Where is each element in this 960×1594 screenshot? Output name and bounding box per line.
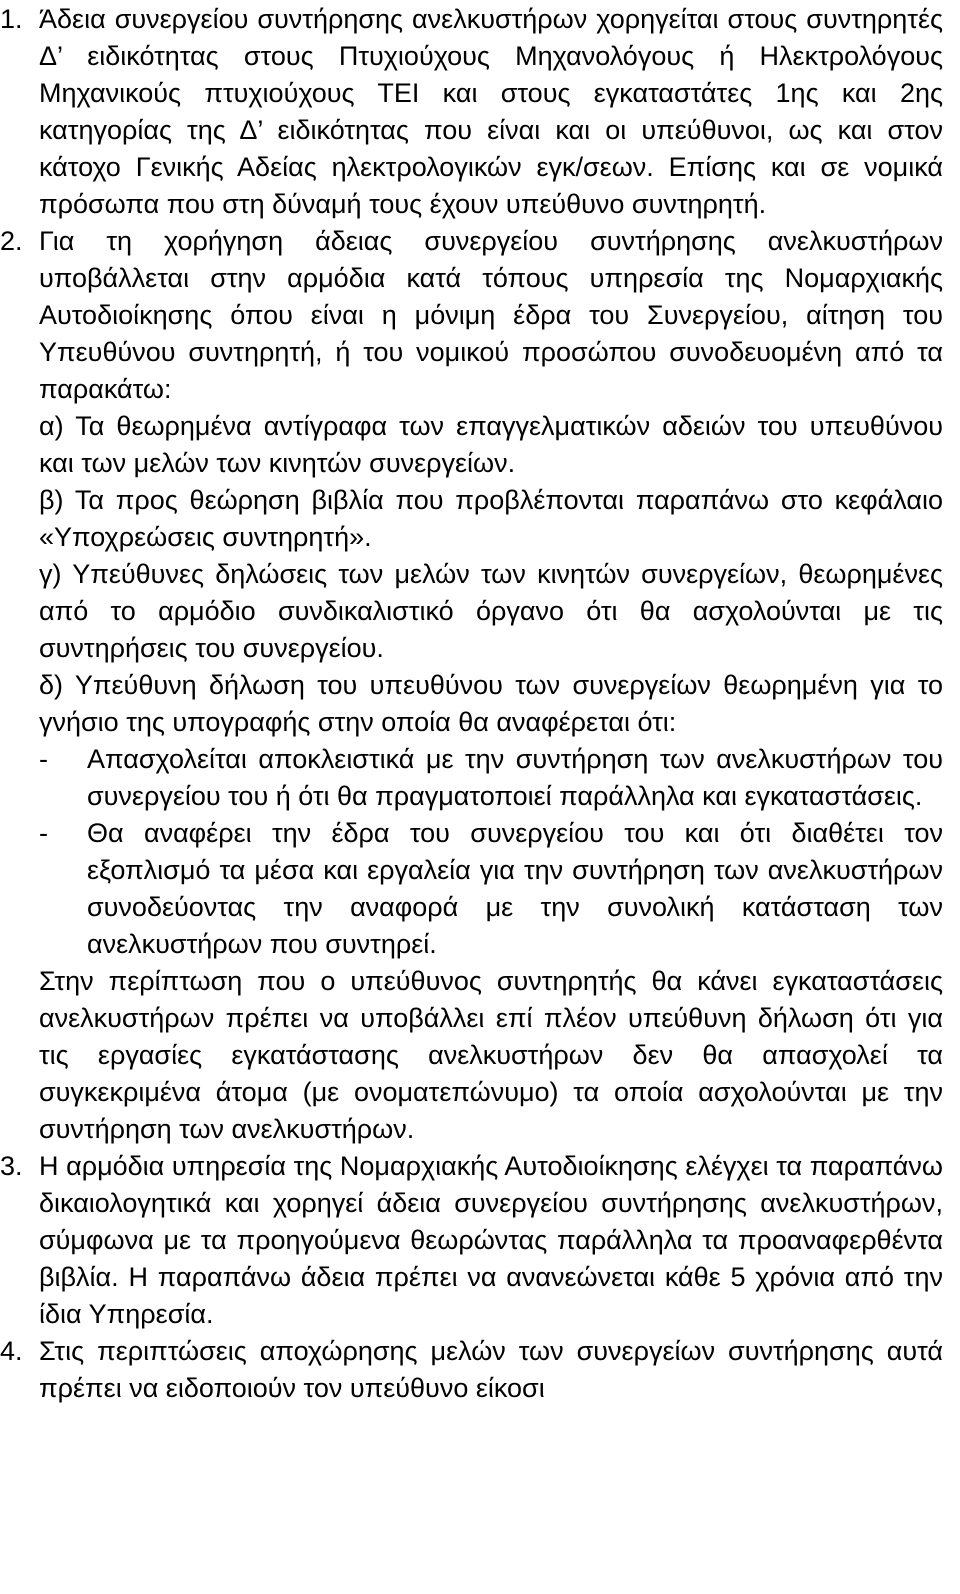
section-2-intro: Για τη χορήγηση άδειας συνεργείου συντήρησης ανελκυστήρων υποβάλλεται στην αρμόδια κατά τόπους υπηρεσία της Νομαρχιακής Αυτοδιοίκησης όπου είναι η μόνιμη έδρα του Συνεργείου, αίτηση του Υπευθύνου συντηρητή, ή του νομικού προσώπου συνοδευομένη από τα παρακάτω:	[39, 226, 943, 404]
section-number: 4.	[0, 1336, 23, 1366]
section-4-text: Στις περιπτώσεις αποχώρησης μελών των συνεργείων συντήρησης αυτά πρέπει να ειδοποιούν τον υπεύθυνο είκοσι	[39, 1336, 943, 1403]
subitem-b: β) Τα προς θεώρηση βιβλία που προβλέπονται παραπάνω στο κεφάλαιο «Υποχρεώσεις συντηρητή».	[39, 485, 943, 552]
document-page	[0, 1, 960, 1594]
dash-bullet: -	[39, 818, 48, 848]
section-4	[0, 1333, 943, 1407]
section-number: 2.	[0, 226, 23, 256]
section-3-text: Η αρμόδια υπηρεσία της Νομαρχιακής Αυτοδιοίκησης ελέγχει τα παραπάνω δικαιολογητικά και χορηγεί άδεια συνεργείου συντήρησης ανελκυστήρων, σύμφωνα με τα προηγούμενα θεωρώντας παράλληλα τα προαναφερθέντα βιβλία. Η παραπάνω άδεια πρέπει να ανανεώνεται κάθε 5 χρόνια από την ίδια Υπηρεσία.	[39, 1151, 943, 1329]
dash-item-text: Απασχολείται αποκλειστικά με την συντήρηση των ανελκυστήρων του συνεργείου του ή ότι θα πραγματοποιεί παράλληλα και εγκαταστάσεις.	[87, 744, 943, 811]
dash-list-item	[39, 741, 943, 815]
section-number: 3.	[0, 1151, 23, 1181]
section-2	[0, 223, 943, 1148]
dash-item-text: Θα αναφέρει την έδρα του συνεργείου του και ότι διαθέτει τον εξοπλισμό τα μέσα και εργαλεία για την συντήρηση των ανελκυστήρων συνοδεύοντας την αναφορά με την συνολική κατάσταση των ανελκυστήρων που συντηρεί.	[87, 818, 943, 959]
section-2-closing: Στην περίπτωση που ο υπεύθυνος συντηρητής θα κάνει εγκαταστάσεις ανελκυστήρων πρέπει να υποβάλλει επί πλέον υπεύθυνη δήλωση ότι για τις εργασίες εγκατάστασης ανελκυστήρων δεν θα απασχολεί τα συγκεκριμένα άτομα (με ονοματεπώνυμο) τα οποία ασχολούνται με την συντήρηση των ανελκυστήρων.	[39, 966, 943, 1144]
subitem-d: δ) Υπεύθυνη δήλωση του υπευθύνου των συνεργείων θεωρημένη για το γνήσιο της υπογραφής στην οποία θα αναφέρεται ότι:	[39, 670, 943, 737]
section-3	[0, 1148, 943, 1333]
dash-bullet: -	[39, 744, 48, 774]
dash-list-item	[39, 815, 943, 963]
section-number: 1.	[0, 4, 23, 34]
section-1-text: Άδεια συνεργείου συντήρησης ανελκυστήρων χορηγείται στους συντηρητές Δ’ ειδικότητας στους Πτυχιούχους Μηχανολόγους ή Ηλεκτρολόγους Μηχανικούς πτυχιούχους ΤΕΙ και στους εγκαταστάτες 1ης και 2ης κατηγορίας της Δ’ ειδικότητας που είναι και οι υπεύθυνοι, ως και στον κάτοχο Γενικής Αδείας ηλεκτρολογικών εγκ/σεων. Επίσης και σε νομικά πρόσωπα που στη δύναμή τους έχουν υπεύθυνο συντηρητή.	[39, 4, 943, 219]
subitem-c: γ) Υπεύθυνες δηλώσεις των μελών των κινητών συνεργείων, θεωρημένες από το αρμόδιο συνδικαλιστικό όργανο ότι θα ασχολούνται με τις συντηρήσεις του συνεργείου.	[39, 559, 943, 663]
subitem-a: α) Τα θεωρημένα αντίγραφα των επαγγελματικών αδειών του υπευθύνου και των μελών των κινητών συνεργείων.	[39, 411, 943, 478]
section-1	[0, 1, 943, 223]
